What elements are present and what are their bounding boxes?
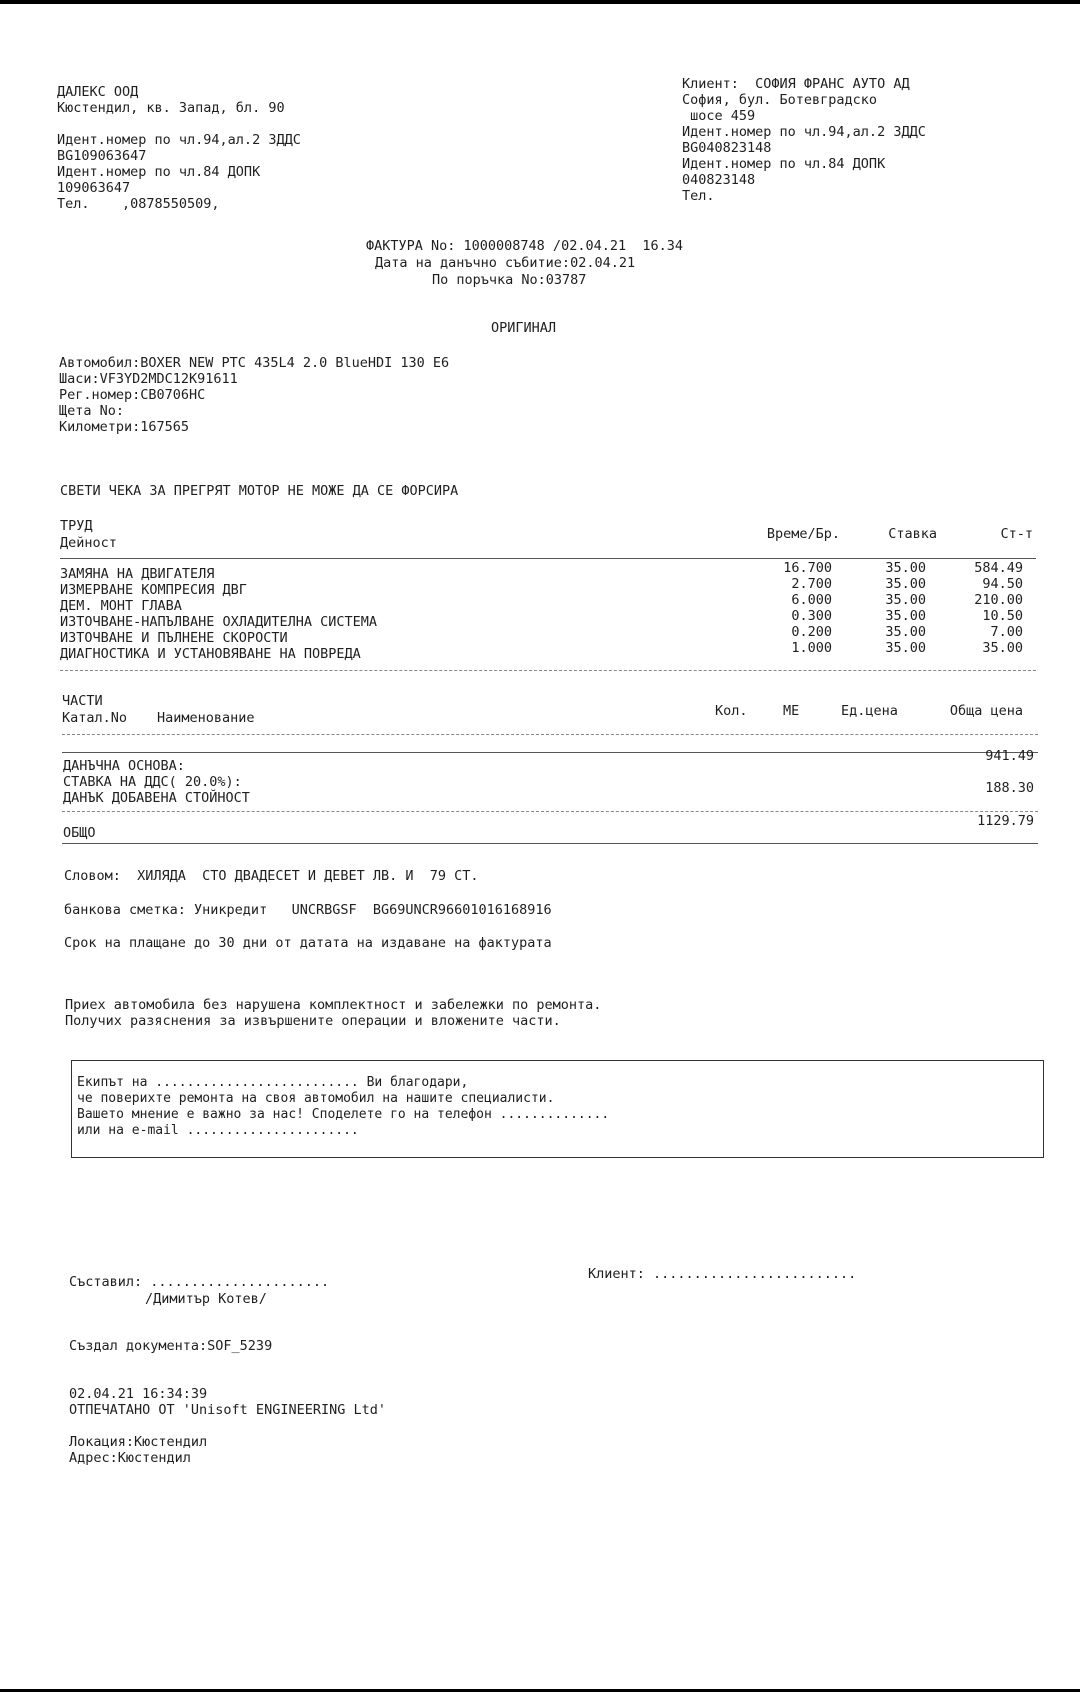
acceptance-line-1: Приех автомобила без нарушена комплектност и забележки по ремонта. — [65, 997, 602, 1013]
labor-row-total: 584.49 — [974, 560, 1023, 576]
client-tax-label: Идент.номер по чл.84 ДОПК — [682, 156, 886, 172]
client-address-1: София, бул. Ботевградско — [682, 92, 878, 108]
vat-label: ДАНЪК ДОБАВЕНА СТОЙНОСТ — [63, 790, 250, 806]
parts-col-total: Обща цена — [949, 703, 1023, 719]
parts-end-rule — [62, 752, 1038, 753]
seller-phone: Тел. ,0878550509, — [57, 196, 220, 212]
labor-row-time: 1.000 — [791, 640, 832, 656]
complaint: СВЕТИ ЧЕКА ЗА ПРЕГРЯТ МОТОР НЕ МОЖЕ ДА СЕ ФОРСИРА — [60, 483, 459, 499]
labor-col-time: Време/Бр. — [766, 526, 840, 542]
parts-col-catalog: Катал.No — [62, 710, 128, 726]
bank-account: банкова сметка: Уникредит UNCRBGSF BG69UNCR96601016168916 — [64, 902, 552, 918]
seller-address: Кюстендил, кв. Запад, бл. 90 — [57, 100, 285, 116]
grand-total-value: 1129.79 — [977, 813, 1034, 829]
order-number: По поръчка No:03787 — [432, 272, 587, 288]
labor-row-time: 0.200 — [791, 624, 832, 640]
client-phone: Тел. — [682, 188, 715, 204]
labor-row-rate: 35.00 — [885, 608, 926, 624]
feedback-line-1: Екипът на .......................... Ви благодари, — [77, 1075, 469, 1090]
printed-at: 02.04.21 16:34:39 — [69, 1386, 208, 1402]
seller-tax-label: Идент.номер по чл.84 ДОПК — [57, 164, 261, 180]
acceptance-text — [65, 997, 601, 1029]
vehicle-km: Километри:167565 — [59, 419, 190, 435]
labor-row-rate: 35.00 — [885, 640, 926, 656]
footer-location: Локация:Кюстендил — [69, 1434, 208, 1450]
seller-vat-label: Идент.номер по чл.94,ал.2 ЗДДС — [57, 132, 301, 148]
seller-tax-number: 109063647 — [57, 180, 131, 196]
labor-row-rate: 35.00 — [885, 576, 926, 592]
labor-row-rate: 35.00 — [885, 624, 926, 640]
acceptance-line-2: Получих разяснения за извършените операции и вложените части. — [65, 1013, 561, 1029]
feedback-box — [71, 1060, 1044, 1158]
labor-row-activity: ИЗТОЧВАНЕ-НАПЪЛВАНЕ ОХЛАДИТЕЛНА СИСТЕМА — [60, 614, 377, 630]
seller-block — [57, 84, 301, 212]
client-block — [682, 76, 926, 204]
labor-row-time: 0.300 — [791, 608, 832, 624]
amount-in-words: Словом: ХИЛЯДА СТО ДВАДЕСЕТ И ДЕВЕТ ЛВ. И 79 СТ. — [64, 868, 479, 884]
parts-col-unit: МЕ — [783, 703, 800, 719]
labor-row-total: 94.50 — [982, 576, 1023, 592]
grand-total-rule — [62, 843, 1038, 844]
grand-total-label: ОБЩО — [63, 825, 96, 841]
vehicle-block — [59, 355, 449, 435]
scan-top-edge — [0, 0, 1080, 4]
payment-term: Срок на плащане до 30 дни от датата на издаване на фактурата — [64, 935, 552, 951]
labor-row-time: 2.700 — [791, 576, 832, 592]
parts-col-qty: Кол. — [715, 703, 748, 719]
labor-row-total: 10.50 — [982, 608, 1023, 624]
feedback-line-2: че поверихте ремонта на своя автомобил на нашите специалисти. — [77, 1091, 555, 1106]
parts-header-rule — [62, 734, 1038, 735]
document-created-by: Създал документа:SOF_5239 — [69, 1338, 273, 1354]
composer-name: /Димитър Котев/ — [145, 1291, 267, 1307]
labor-section-title: ТРУД — [60, 518, 93, 534]
vehicle-claim: Щета No: — [59, 403, 125, 419]
printed-by: ОТПЕЧАТАНО ОТ 'Unisoft ENGINEERING Ltd' — [69, 1402, 386, 1418]
labor-row-activity: ИЗМЕРВАНЕ КОМПРЕСИЯ ДВГ — [60, 582, 247, 598]
labor-row-activity: ЗАМЯНА НА ДВИГАТЕЛЯ — [60, 566, 215, 582]
labor-col-total: Ст-т — [1000, 526, 1033, 542]
seller-vat-number: BG109063647 — [57, 148, 147, 164]
vat-value: 188.30 — [985, 780, 1034, 796]
client-vat-label: Идент.номер по чл.94,ал.2 ЗДДС — [682, 124, 926, 140]
labor-row-activity: ДЕМ. МОНТ ГЛАВА — [60, 598, 182, 614]
footer-address: Адрес:Кюстендил — [69, 1450, 191, 1466]
tax-base-label: ДАНЪЧНА ОСНОВА: — [63, 758, 185, 774]
vehicle-model: Автомобил:BOXER NEW PTC 435L4 2.0 BlueHDI 130 E6 — [59, 355, 450, 371]
labor-row-total: 210.00 — [974, 592, 1023, 608]
labor-row-total: 7.00 — [990, 624, 1023, 640]
client-name: Клиент: СОФИЯ ФРАНС АУТО АД — [682, 76, 910, 92]
feedback-line-4: или на e-mail ...................... — [77, 1123, 359, 1138]
labor-rows — [0, 556, 1080, 662]
labor-end-rule — [60, 670, 1036, 671]
vehicle-reg: Рег.номер:CB0706HC — [59, 387, 206, 403]
signature-composed-by: Съставил: ...................... — [69, 1274, 330, 1290]
tax-base-value: 941.49 — [985, 748, 1034, 764]
client-address-2: шосе 459 — [682, 108, 756, 124]
parts-col-unit-price: Ед.цена — [841, 703, 898, 719]
vat-rate-label: СТАВКА НА ДДС( 20.0%): — [63, 774, 242, 790]
labor-row-time: 16.700 — [783, 560, 832, 576]
feedback-line-3: Вашето мнение е важно за нас! Споделете го на телефон .............. — [77, 1107, 610, 1122]
labor-row-activity: ИЗТОЧВАНЕ И ПЪЛНЕНЕ СКОРОСТИ — [60, 630, 288, 646]
parts-col-name: Наименование — [157, 710, 255, 726]
signature-client: Клиент: ......................... — [588, 1266, 857, 1282]
labor-row-total: 35.00 — [982, 640, 1023, 656]
client-tax-number: 040823148 — [682, 172, 756, 188]
client-vat-number: BG040823148 — [682, 140, 772, 156]
labor-row-activity: ДИАГНОСТИКА И УСТАНОВЯВАНЕ НА ПОВРЕДА — [60, 646, 361, 662]
labor-col-rate: Ставка — [888, 526, 937, 542]
labor-row-rate: 35.00 — [885, 560, 926, 576]
seller-name: ДАЛЕКС ООД — [57, 84, 139, 100]
tax-event-date: Дата на данъчно събитие:02.04.21 — [375, 255, 636, 271]
parts-section-title: ЧАСТИ — [62, 693, 103, 709]
original-mark: ОРИГИНАЛ — [491, 320, 557, 336]
labor-row-rate: 35.00 — [885, 592, 926, 608]
invoice-number: ФАКТУРА No: 1000008748 /02.04.21 16.34 — [366, 238, 683, 254]
labor-col-activity: Дейност — [60, 535, 117, 551]
totals-rule — [62, 811, 1038, 812]
labor-row-time: 6.000 — [791, 592, 832, 608]
vehicle-chassis: Шаси:VF3YD2MDC12K91611 — [59, 371, 238, 387]
